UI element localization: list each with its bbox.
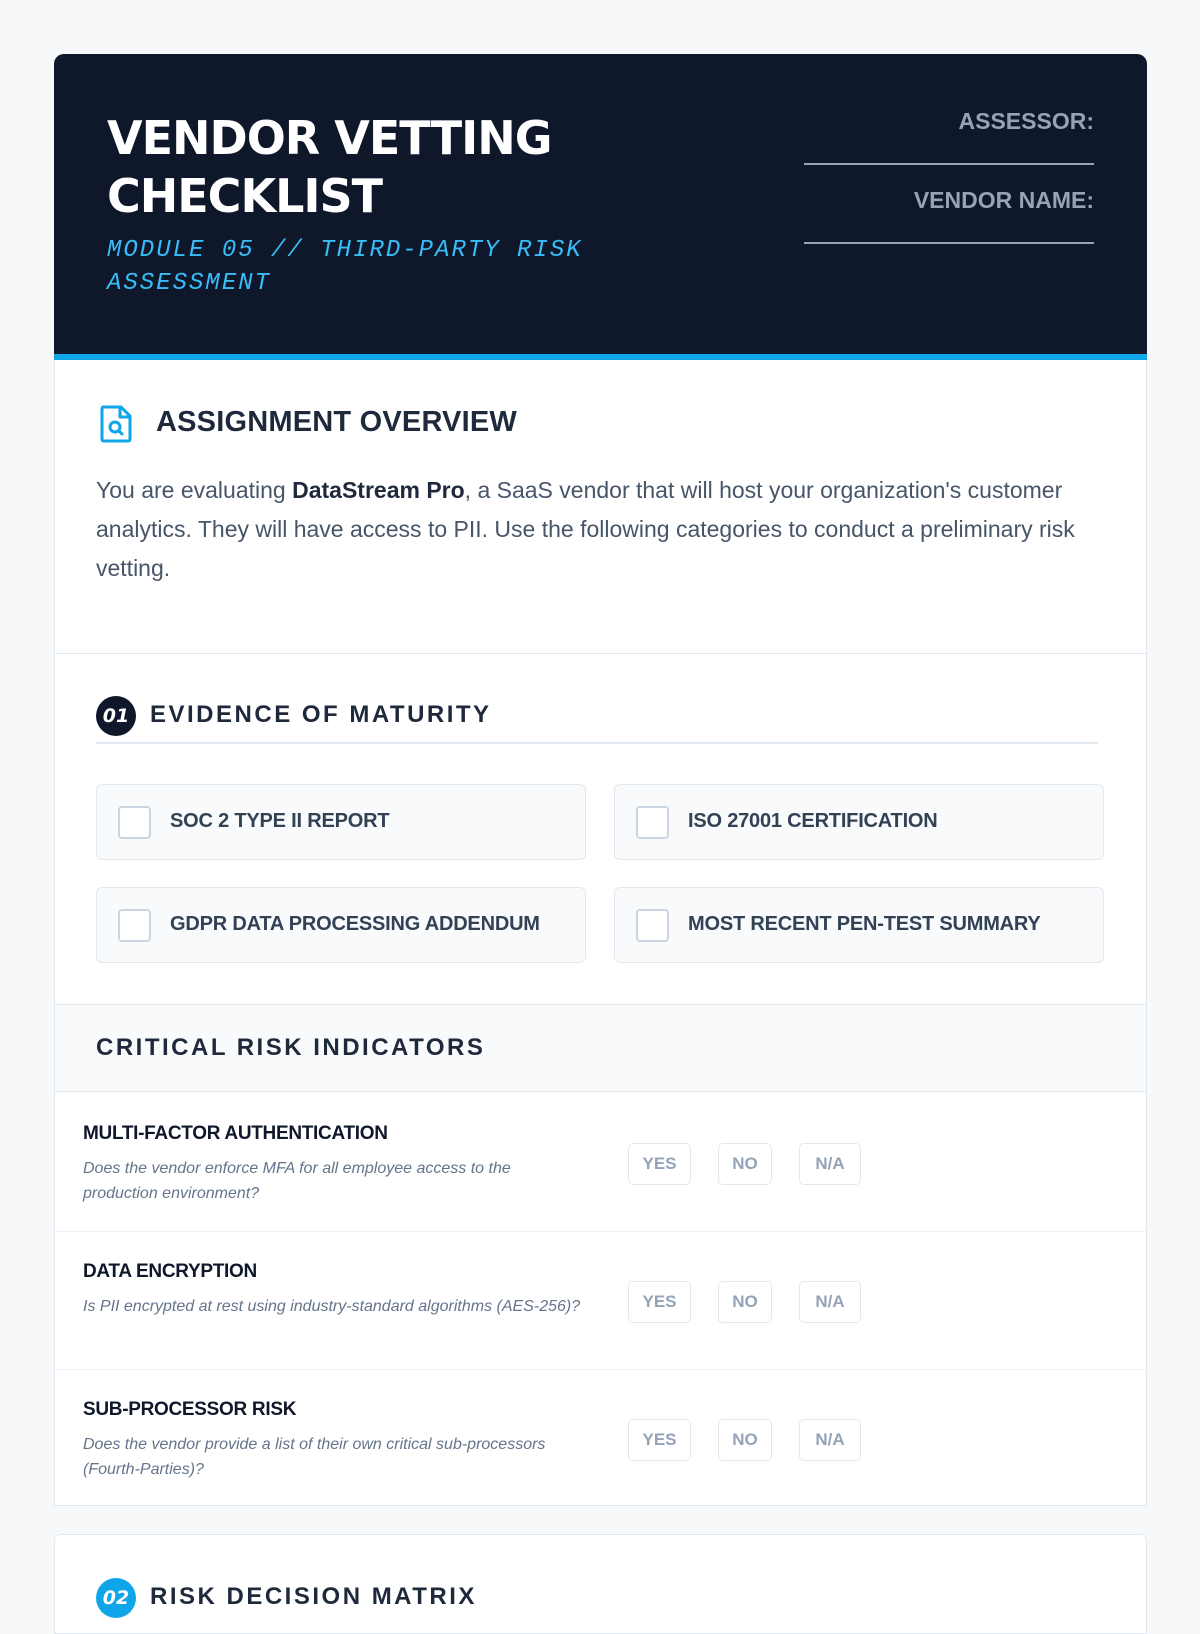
checklist-item-label: SOC 2 TYPE II REPORT <box>170 810 390 832</box>
checklist-item-label: ISO 27001 CERTIFICATION <box>688 810 938 832</box>
option-yes-button[interactable]: YES <box>628 1281 691 1323</box>
checkbox[interactable] <box>636 909 669 942</box>
risk-question-description: Does the vendor provide a list of their own critical sub-processors (Fourth-Parties)? <box>83 1436 546 1478</box>
option-no-button[interactable]: NO <box>718 1281 772 1323</box>
checklist-item-label: GDPR DATA PROCESSING ADDENDUM <box>170 913 540 935</box>
row-divider <box>55 1369 1146 1370</box>
section-number-badge: 02 <box>96 1578 136 1618</box>
option-na-button[interactable]: N/A <box>799 1143 861 1185</box>
page-title: VENDOR VETTING CHECKLIST <box>107 111 552 223</box>
checkbox[interactable] <box>118 909 151 942</box>
maturity-section-title: EVIDENCE OF MATURITY <box>150 701 492 728</box>
document-search-icon <box>99 405 133 443</box>
vendor-name-label: VENDOR NAME: <box>913 187 1094 213</box>
vendor-name: DataStream Pro <box>292 477 465 503</box>
page-subtitle: MODULE 05 // THIRD-PARTY RISK ASSESSMENT <box>107 237 583 297</box>
option-no-button[interactable]: NO <box>718 1419 772 1461</box>
overview-text-end: , a SaaS vendor that will host your organization's customer analytics. They will have access to PII. Use the following categories to conduct a preliminary risk vetting. <box>96 477 1075 581</box>
risk-question-title: DATA ENCRYPTION <box>83 1261 257 1282</box>
critical-risk-title: CRITICAL RISK INDICATORS <box>96 1034 486 1061</box>
critical-risk-header <box>55 1004 1146 1092</box>
option-yes-button[interactable]: YES <box>628 1143 691 1185</box>
checklist-body <box>54 360 1147 1506</box>
assessor-field[interactable] <box>804 163 1094 165</box>
option-na-button[interactable]: N/A <box>799 1419 861 1461</box>
checklist-header <box>54 54 1147 360</box>
checklist-item-iso27001[interactable] <box>614 784 1104 860</box>
checklist-item-pentest[interactable] <box>614 887 1104 963</box>
risk-question-description: Does the vendor enforce MFA for all employee access to the production environment? <box>83 1160 511 1202</box>
checklist-item-soc2[interactable] <box>96 784 586 860</box>
risk-question-title: MULTI-FACTOR AUTHENTICATION <box>83 1123 388 1144</box>
section-rule <box>96 742 1098 744</box>
option-no-button[interactable]: NO <box>718 1143 772 1185</box>
overview-text <box>96 471 1096 588</box>
risk-matrix-card <box>54 1534 1147 1634</box>
section-divider <box>55 653 1146 654</box>
option-yes-button[interactable]: YES <box>628 1419 691 1461</box>
overview-title: ASSIGNMENT OVERVIEW <box>156 406 517 438</box>
section-number-badge: 01 <box>96 696 136 736</box>
assessor-label: ASSESSOR: <box>958 108 1094 134</box>
risk-matrix-title: RISK DECISION MATRIX <box>150 1583 477 1610</box>
option-na-button[interactable]: N/A <box>799 1281 861 1323</box>
checkbox[interactable] <box>118 806 151 839</box>
risk-question-description: Is PII encrypted at rest using industry-standard algorithms (AES-256)? <box>83 1298 581 1315</box>
risk-question-title: SUB-PROCESSOR RISK <box>83 1399 297 1420</box>
checkbox[interactable] <box>636 806 669 839</box>
vendor-name-field[interactable] <box>804 242 1094 244</box>
checklist-item-gdpr[interactable] <box>96 887 586 963</box>
overview-text-start: You are evaluating <box>96 477 293 503</box>
row-divider <box>55 1231 1146 1232</box>
checklist-item-label: MOST RECENT PEN-TEST SUMMARY <box>688 913 1041 935</box>
